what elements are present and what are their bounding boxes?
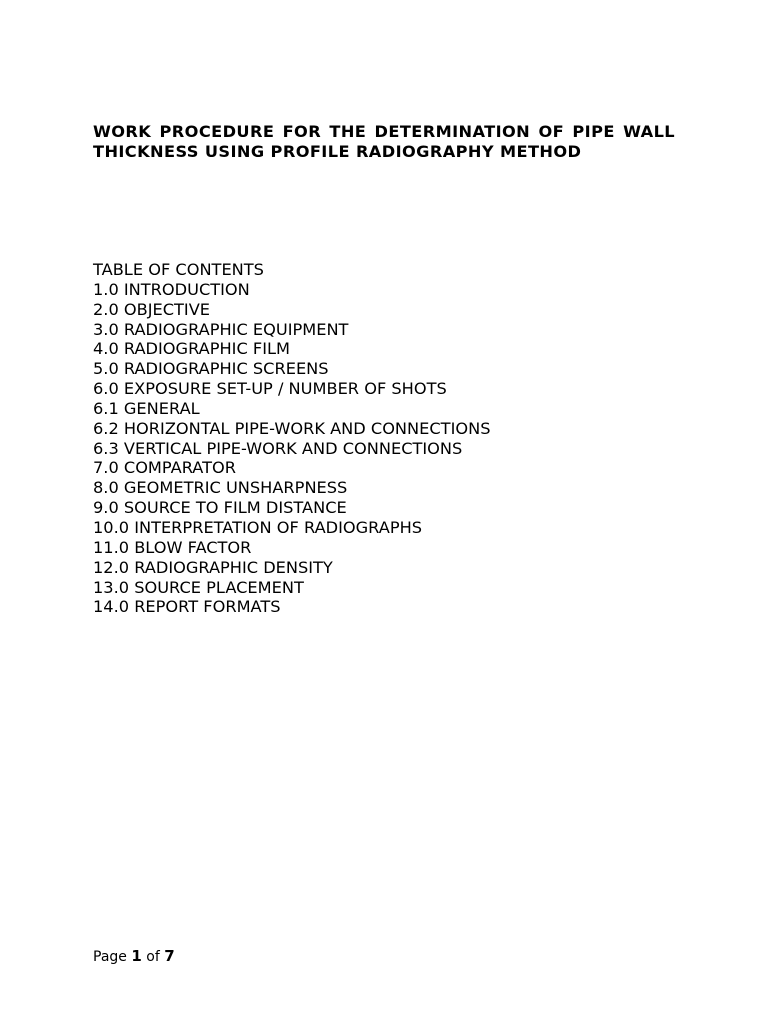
toc-item: 10.0 INTERPRETATION OF RADIOGRAPHS: [93, 517, 423, 537]
document-title: WORK PROCEDURE FOR THE DETERMINATION OF PIPE WALL THICKNESS USING PROFILE RADIOGRAPHY METHOD: [93, 122, 675, 161]
toc-heading: TABLE OF CONTENTS: [93, 260, 264, 279]
toc-item: 14.0 REPORT FORMATS: [93, 597, 281, 617]
toc-item: 3.0 RADIOGRAPHIC EQUIPMENT: [93, 319, 349, 339]
total-pages: 7: [164, 947, 175, 965]
toc-item: 6.0 EXPOSURE SET-UP / NUMBER OF SHOTS: [93, 379, 447, 399]
toc-item: 6.1 GENERAL: [93, 398, 200, 418]
toc-item: 11.0 BLOW FACTOR: [93, 537, 252, 557]
toc-item: 6.3 VERTICAL PIPE-WORK AND CONNECTIONS: [93, 438, 463, 458]
toc-item: 4.0 RADIOGRAPHIC FILM: [93, 339, 290, 359]
toc-list: [93, 280, 693, 617]
toc-item: 5.0 RADIOGRAPHIC SCREENS: [93, 359, 329, 379]
of-label: of: [146, 949, 160, 965]
toc-item: 12.0 RADIOGRAPHIC DENSITY: [93, 557, 333, 577]
toc-item: 2.0 OBJECTIVE: [93, 299, 211, 319]
page-label: Page: [93, 949, 127, 965]
toc-item: 7.0 COMPARATOR: [93, 458, 236, 478]
toc-item: 6.2 HORIZONTAL PIPE-WORK AND CONNECTIONS: [93, 418, 491, 438]
toc-item: 8.0 GEOMETRIC UNSHARPNESS: [93, 478, 348, 498]
table-of-contents: [93, 260, 693, 617]
toc-item: 1.0 INTRODUCTION: [93, 279, 250, 299]
page-footer: [93, 946, 175, 967]
page-number: 1: [131, 947, 142, 965]
toc-item: 13.0 SOURCE PLACEMENT: [93, 577, 304, 597]
toc-item: 9.0 SOURCE TO FILM DISTANCE: [93, 498, 347, 518]
